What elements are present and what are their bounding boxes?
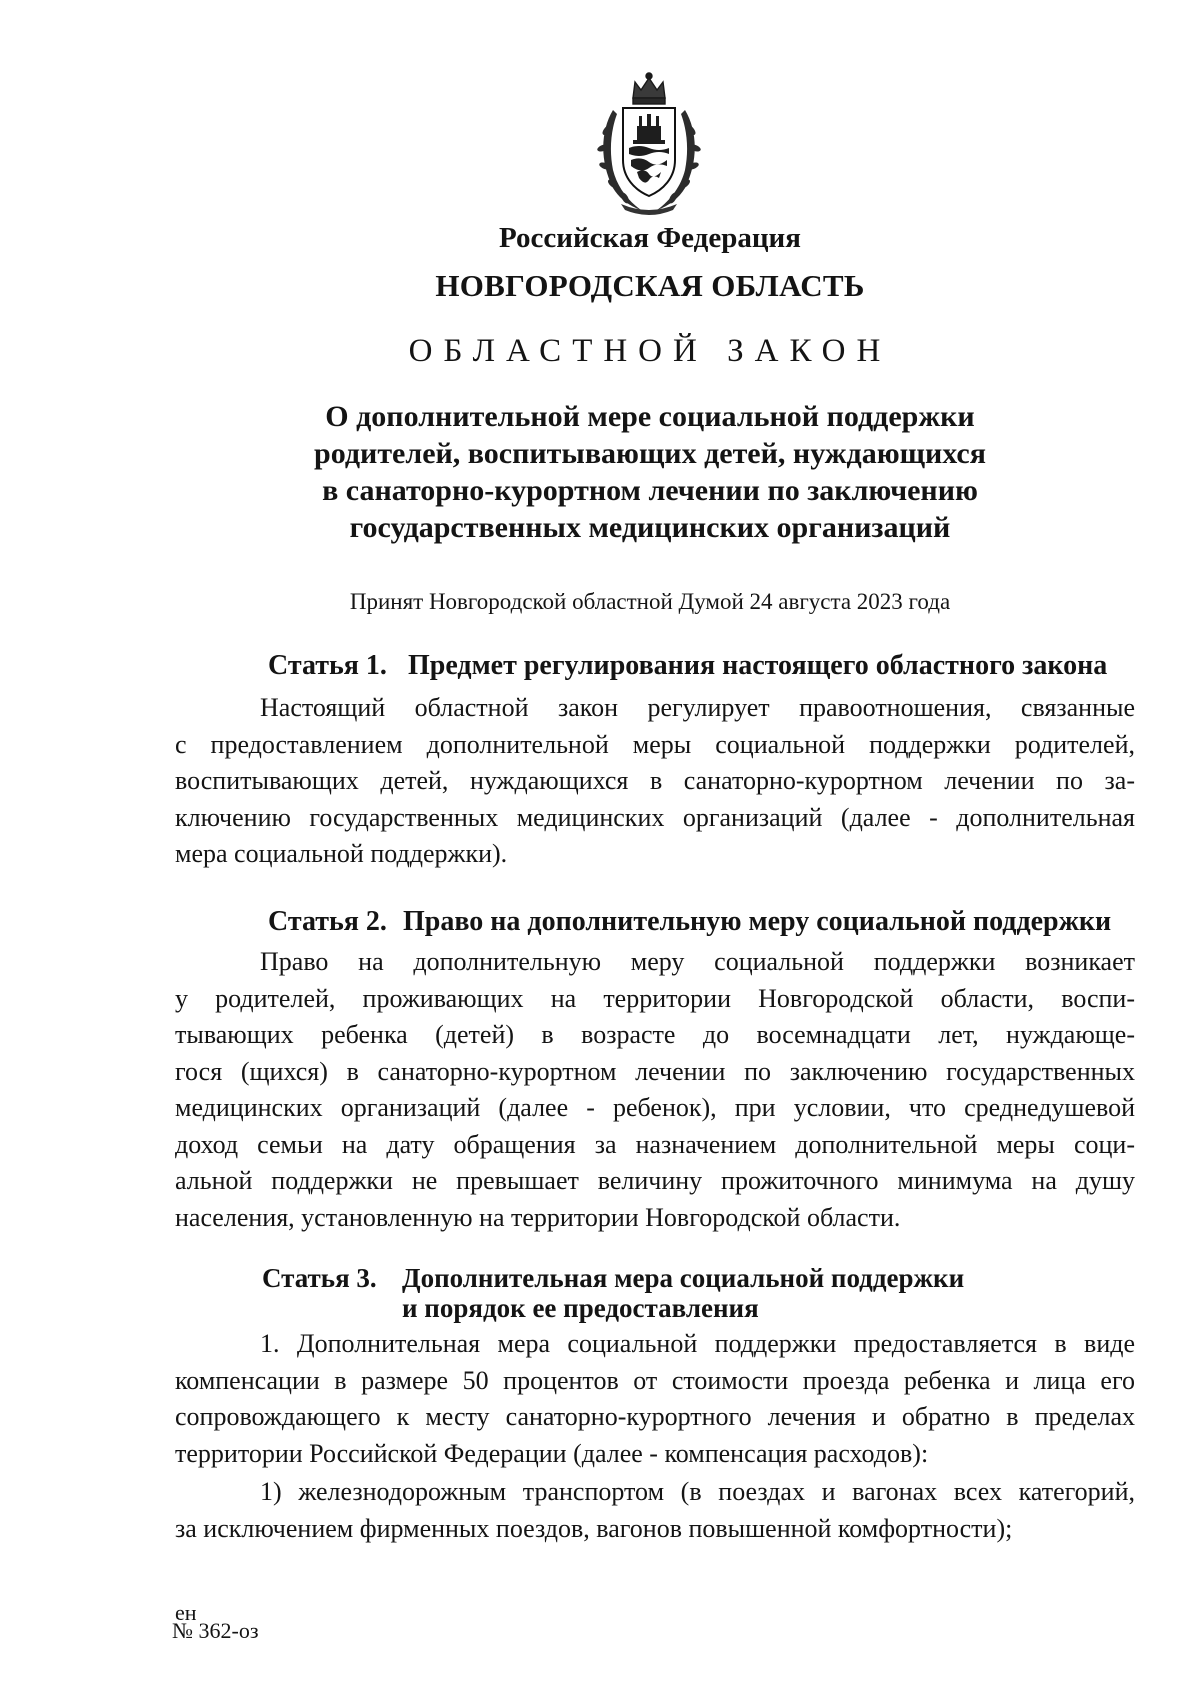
footer-initials: ен xyxy=(175,1600,197,1625)
text-line: тывающих ребенка (детей) в возрасте до восемнадцати лет, нуждающе- xyxy=(175,1020,1135,1049)
article-title xyxy=(402,1263,964,1323)
text-line: альной поддержки не превышает величину прожиточного минимума на душу xyxy=(175,1166,1135,1195)
text-line: 1. Дополнительная мера социальной поддержки предоставляется в виде xyxy=(260,1329,1135,1358)
region-heading: НОВГОРОДСКАЯ ОБЛАСТЬ xyxy=(435,268,865,303)
article-2-body xyxy=(175,944,1135,1236)
text-line: компенсации в размере 50 процентов от стоимости проезда ребенка и лица его xyxy=(175,1365,1135,1395)
law-title-line: О дополнительной мере социальной поддержки xyxy=(325,400,975,433)
text-line: 1) железнодорожным транспортом (в поездах и вагонах всех категорий, xyxy=(260,1477,1135,1506)
article-title: Предмет регулирования настоящего областного закона xyxy=(408,650,1108,681)
footer-law-number: № 362-оз xyxy=(172,1618,259,1643)
article-3-paragraph-1 xyxy=(175,1326,1135,1472)
text-line: медицинских организаций (далее - ребенок), при условии, что среднедушевой xyxy=(175,1093,1135,1122)
text-line: ключению государственных медицинских организаций (далее - дополнительная xyxy=(175,802,1135,832)
text-line: мера социальной поддержки). xyxy=(175,839,508,868)
text-line: с предоставлением дополнительной меры социальной поддержки родителей, xyxy=(175,729,1135,759)
law-title-line: в санаторно-курортном лечении по заключению xyxy=(322,474,978,507)
text-line: сопровождающего к месту санаторно-курортного лечения и обратно в пределах xyxy=(175,1402,1135,1431)
law-title-line: родителей, воспитывающих детей, нуждающихся xyxy=(314,437,986,470)
article-2-heading xyxy=(268,906,1111,938)
law-title-line: государственных медицинских организаций xyxy=(349,511,951,544)
coat-of-arms-emblem xyxy=(583,70,715,216)
article-1-heading xyxy=(268,650,1107,682)
text-line: доход семьи на дату обращения за назначением дополнительной меры соци- xyxy=(175,1129,1135,1159)
article-3-heading xyxy=(262,1263,964,1323)
text-line: за исключением фирменных поездов, вагонов повышенной комфортности); xyxy=(175,1513,1013,1543)
article-number: Статья 1. xyxy=(268,650,387,681)
text-line: воспитывающих детей, нуждающихся в санаторно-курортном лечении по за- xyxy=(175,766,1135,795)
article-number: Статья 3. xyxy=(262,1263,377,1293)
text-line: гося (щихся) в санаторно-курортном лечении по заключению государственных xyxy=(175,1056,1135,1086)
adoption-note: Принят Новгородской областной Думой 24 августа 2023 года xyxy=(349,589,951,614)
text-line: Настоящий областной закон регулирует правоотношения, связанные xyxy=(260,693,1135,722)
article-3-item-1 xyxy=(175,1474,1135,1547)
text-line: населения, установленную на территории Новгородской области. xyxy=(175,1202,901,1232)
law-title xyxy=(150,398,1150,546)
article-title-line: и порядок ее предоставления xyxy=(402,1293,759,1323)
text-line: территории Российской Федерации (далее - компенсация расходов): xyxy=(175,1438,929,1468)
article-title-line: Дополнительная мера социальной поддержки xyxy=(402,1263,965,1293)
article-number: Статья 2. xyxy=(268,906,387,937)
text-line: у родителей, проживающих на территории Новгородской области, воспи- xyxy=(175,983,1135,1013)
document-type-heading: ОБЛАСТНОЙ ЗАКОН xyxy=(408,333,892,369)
article-title: Право на дополнительную меру социальной поддержки xyxy=(403,906,1112,937)
text-line: Право на дополнительную меру социальной поддержки возникает xyxy=(260,947,1135,976)
article-1-body xyxy=(175,690,1135,873)
federation-heading: Российская Федерация xyxy=(499,222,801,254)
